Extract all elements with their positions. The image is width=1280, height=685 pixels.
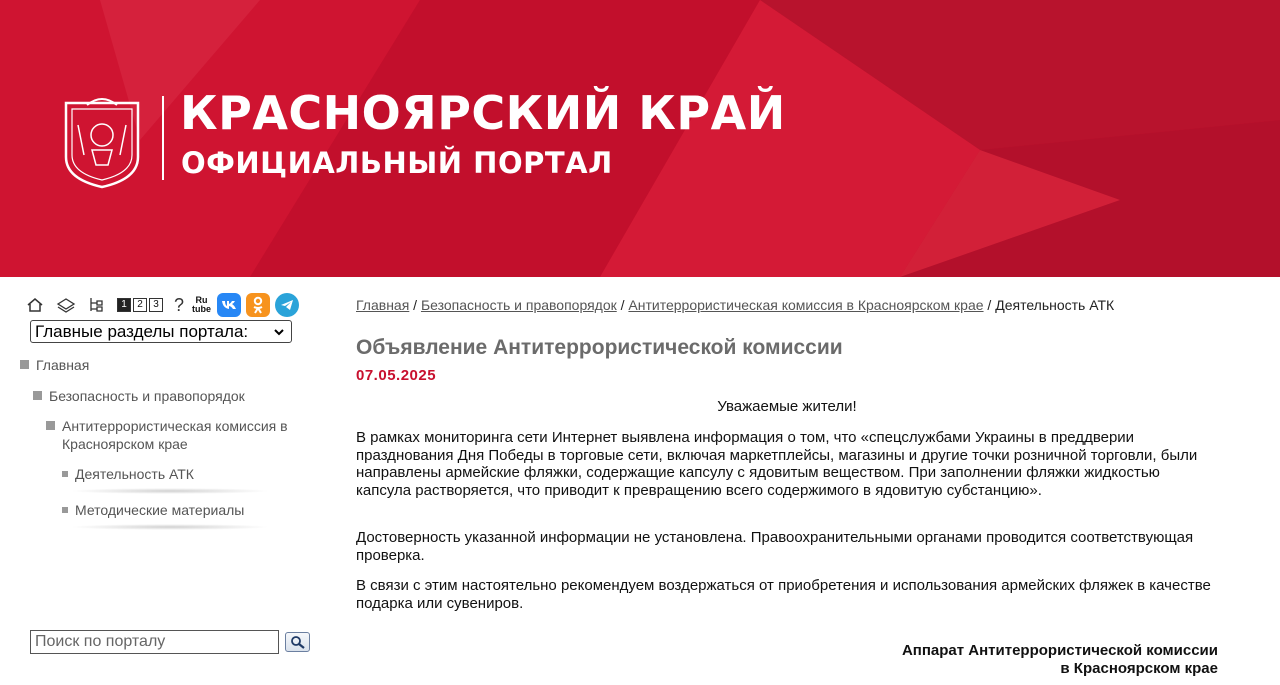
article-greeting: Уважаемые жители! [717,398,857,415]
sidebar-item-home[interactable] [20,356,89,374]
menu-separator [70,524,270,530]
portal-subtitle: ОФИЦИАЛЬНЫЙ ПОРТАЛ [181,146,613,180]
map-icon[interactable] [55,294,77,316]
bullet-square-icon [33,391,42,400]
help-icon[interactable]: ? [174,294,185,315]
sidebar-item-label: Антитеррористическая комиссия в Красноярском крае [62,418,288,452]
sidebar-item-label: Методические материалы [75,502,245,518]
sections-dropdown-value: Главные разделы портала: [35,322,249,341]
bullet-square-icon [62,507,68,513]
search-button[interactable] [285,632,310,652]
sidebar-item-methodical[interactable] [62,501,244,519]
bullet-square-icon [62,471,68,477]
signature-line: Аппарат Антитеррористической комиссии [901,642,1218,659]
bullet-square-icon [46,421,55,430]
breadcrumb-separator: / [409,297,421,313]
telegram-icon[interactable] [275,293,299,317]
article-paragraph: В рамках мониторинга сети Интернет выявлена информация о том, что «спецслужбами Украины в преддверии празднования Дня Победы в торговые сети, включая маркетплейсы, магазины и другие точки розничной торговли, были направлены армейские фляжки, содержащие капсулу с ядовитым веществом. При заполнении фляжки жидкостью капсула растворяется, что приводит к превращению всего содержимого в ядовитую субстанцию». [356,429,1198,499]
sidebar-item-security[interactable] [33,387,245,405]
breadcrumb-separator: / [983,297,996,313]
font-size-1[interactable]: 1 [117,298,131,312]
vk-icon[interactable] [217,293,241,317]
breadcrumb-current: Деятельность АТК [995,297,1115,313]
font-size-3[interactable]: 3 [149,298,163,312]
chevron-down-icon [273,322,285,349]
breadcrumb-link-security[interactable]: Безопасность и правопорядок [420,297,617,313]
page-title: Объявление Антитеррористической комиссии [356,336,843,359]
search-icon [290,635,306,649]
font-size-icon[interactable] [117,298,165,312]
article-signature [902,642,1218,678]
search-input[interactable]: Поиск по порталу [30,630,279,654]
sidebar-item-label: Главная [36,357,90,373]
menu-separator [70,488,270,494]
signature-line: в Красноярском крае [1060,660,1218,677]
rutube-label-bottom: tube [192,304,212,314]
sidebar-item-atk-activity[interactable] [62,465,194,483]
rutube-label-top: Ru [195,295,208,305]
header-banner [0,0,1280,277]
sitemap-icon[interactable] [86,294,108,316]
coat-of-arms-logo [62,95,142,190]
sections-dropdown[interactable] [30,320,292,343]
home-icon[interactable] [24,294,46,316]
breadcrumb-link-atk[interactable]: Антитеррористическая комиссия в Красноярском крае [628,297,984,313]
breadcrumb-link-home[interactable]: Главная [356,297,410,313]
article-paragraph: В связи с этим настоятельно рекомендуем воздержаться от приобретения и использования армейских фляжек в качестве подарка или сувениров. [356,577,1211,612]
ok-icon[interactable] [246,293,270,317]
sidebar-item-label: Деятельность АТК [75,466,194,482]
sidebar-toolbar [24,293,304,317]
sidebar-item-atk[interactable] [46,417,296,453]
rutube-icon[interactable] [192,296,211,314]
article-date: 07.05.2025 [356,367,437,384]
breadcrumb [356,297,1114,313]
bullet-square-icon [20,360,29,369]
banner-divider [162,96,164,180]
font-size-2[interactable]: 2 [133,298,147,312]
sidebar-item-label: Безопасность и правопорядок [49,388,245,404]
portal-title: КРАСНОЯРСКИЙ КРАЙ [180,86,786,140]
breadcrumb-separator: / [616,297,629,313]
article-paragraph: Достоверность указанной информации не установлена. Правоохранительными органами проводится соответствующая проверка. [356,529,1194,564]
